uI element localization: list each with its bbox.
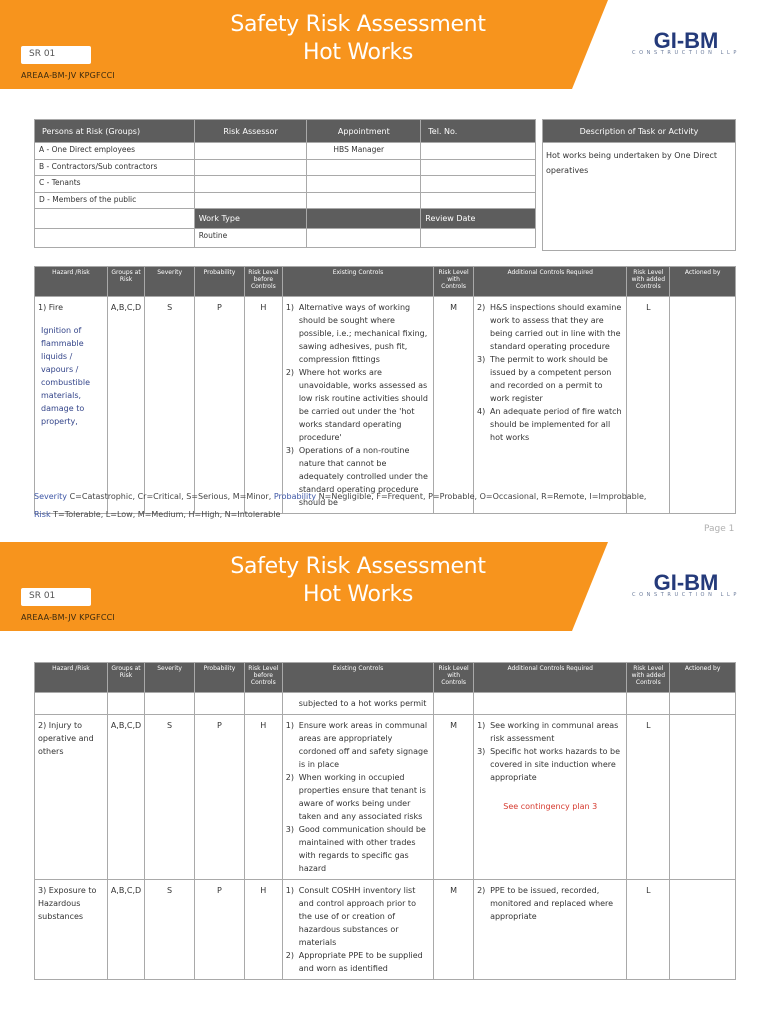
page-number: Page 1 (704, 524, 735, 534)
continued-text: subjected to a hot works permit (298, 699, 427, 708)
title-line-1: Safety Risk Assessment (230, 12, 486, 37)
item-number: 1) (285, 721, 294, 730)
group-cell: C - Tenants (35, 176, 195, 193)
item-text: Good communication should be maintained with other trades with regards to specific gas hazard (298, 825, 426, 873)
logo-subtitle: CONSTRUCTION LLP (632, 50, 741, 56)
list-item (286, 771, 430, 823)
item-text: Consult COSHH inventory list and control approach prior to the use of or creation of hazardous substances or materials (298, 886, 416, 947)
logo-mark-icon (632, 570, 740, 594)
tel-cell (421, 176, 536, 193)
hazard-cell (35, 693, 108, 715)
list-item (477, 301, 623, 353)
col-level-added: Risk Level with added Controls (627, 663, 670, 693)
list-item (286, 884, 430, 949)
work-type-value-row (35, 229, 536, 248)
col-hazard: Hazard /Risk (35, 663, 108, 693)
persons-at-risk-table (34, 119, 536, 248)
company-logo (632, 28, 740, 52)
work-type-header-row (35, 209, 536, 229)
existing-controls-cell (282, 715, 433, 880)
assessor-header: Risk Assessor (194, 120, 307, 143)
level-with-cell (434, 693, 474, 715)
groups-cell (107, 693, 144, 715)
sr-code-box: SR 01 (21, 46, 91, 64)
legend-line-1 (34, 492, 646, 501)
legend-probability-text: N=Negligible, F=Frequent, P=Probable, O=Occasional, R=Remote, I=Improbable, (316, 492, 647, 501)
col-actioned: Actioned by (670, 267, 736, 297)
item-text: When working in occupied properties ensure that tenant is aware of works being under taken and any associated risks (298, 773, 426, 821)
risk-header-row (35, 663, 736, 693)
tel-cell (421, 192, 536, 209)
existing-controls-list (286, 301, 430, 509)
blank-header-cell (307, 209, 421, 229)
additional-controls-cell (474, 693, 627, 715)
item-text: Ensure work areas in communal areas are appropriately cordoned off and safety signage is in place (298, 721, 428, 769)
list-item (477, 353, 623, 405)
col-existing: Existing Controls (282, 663, 433, 693)
existing-controls-cell (282, 880, 433, 980)
risk-table-page-1 (34, 266, 736, 514)
item-number: 3) (477, 747, 486, 756)
risk-header-row (35, 267, 736, 297)
item-text: H&S inspections should examine work to assess that they are being carried out in line with the standard operating procedure (490, 303, 622, 351)
assessor-cell (194, 176, 307, 193)
appointment-cell (307, 176, 421, 193)
additional-controls-list (477, 719, 623, 784)
col-groups: Groups at Risk (107, 663, 144, 693)
item-number: 1) (285, 886, 294, 895)
group-cell: B - Contractors/Sub contractors (35, 159, 195, 176)
level-before-cell: H (244, 715, 282, 880)
legend-probability-key: Probability (273, 492, 317, 501)
additional-controls-cell (474, 715, 627, 880)
probability-cell: P (194, 715, 244, 880)
col-actioned: Actioned by (670, 663, 736, 693)
list-item (477, 884, 623, 923)
item-text: Operations of a non-routine nature that cannot be adequately controlled under the standard operating procedure should be (298, 446, 428, 507)
col-groups: Groups at Risk (107, 267, 144, 297)
existing-controls-list (286, 884, 430, 975)
groups-cell: A,B,C,D (107, 715, 144, 880)
review-date-label: Review Date (421, 209, 536, 229)
legend-risk-key: Risk (34, 510, 51, 519)
item-number: 3) (477, 355, 486, 364)
item-text: PPE to be issued, recorded, monitored and replaced where appropriate (490, 886, 614, 921)
appointment-header: Appointment (307, 120, 421, 143)
persons-header: Persons at Risk (Groups) (35, 120, 195, 143)
col-level-before: Risk Level before Controls (244, 267, 282, 297)
list-item (477, 719, 623, 745)
list-item (286, 949, 430, 975)
col-severity: Severity (145, 663, 195, 693)
project-code: AREAA-BM-JV KPGFCCI (21, 613, 115, 622)
list-item (286, 301, 430, 366)
level-added-cell (627, 693, 670, 715)
col-level-with: Risk Level with Controls (434, 663, 474, 693)
assessor-cell (194, 192, 307, 209)
col-additional: Additional Controls Required (474, 267, 627, 297)
probability-cell: P (194, 880, 244, 980)
title-line-1: Safety Risk Assessment (230, 554, 486, 579)
level-added-cell: L (627, 880, 670, 980)
group-cell: A - One Direct employees (35, 143, 195, 160)
tel-cell (421, 159, 536, 176)
severity-cell (145, 693, 195, 715)
list-item (286, 719, 430, 771)
review-date-value (421, 229, 536, 248)
additional-controls-cell (474, 880, 627, 980)
work-type-value: Routine (194, 229, 307, 248)
level-before-cell (244, 693, 282, 715)
level-before-cell: H (244, 880, 282, 980)
actioned-cell (670, 693, 736, 715)
page-2 (0, 542, 768, 1024)
level-with-cell: M (434, 715, 474, 880)
group-cell: D - Members of the public (35, 192, 195, 209)
sr-code-box: SR 01 (21, 588, 91, 606)
appointment-cell: HBS Manager (307, 143, 421, 160)
assessor-cell (194, 143, 307, 160)
item-number: 2) (285, 951, 294, 960)
col-probability: Probability (195, 267, 245, 297)
header-band (0, 0, 768, 89)
actioned-cell (670, 880, 736, 980)
level-before-cell: H (244, 297, 282, 514)
item-text: See working in communal areas risk assessment (490, 721, 619, 743)
item-number: 4) (477, 407, 486, 416)
groups-cell: A,B,C,D (107, 297, 144, 514)
item-number: 1) (477, 721, 486, 730)
risk-table-page-2 (34, 662, 736, 980)
additional-controls-cell (474, 297, 627, 514)
task-description-table (542, 119, 736, 251)
svg-text:GI-BM: GI-BM (653, 28, 719, 52)
hazard-title: 1) Fire (38, 303, 64, 312)
groups-cell: A,B,C,D (107, 880, 144, 980)
hazard-title: 2) Injury to operative and others (38, 721, 94, 756)
item-text: An adequate period of fire watch should be implemented for all hot works (490, 407, 622, 442)
table-row (35, 192, 536, 209)
existing-controls-cell (282, 297, 433, 514)
item-text: Specific hot works hazards to be covered in site induction where appropriate (490, 747, 621, 782)
task-header: Description of Task or Activity (543, 120, 736, 143)
item-number: 3) (285, 825, 294, 834)
severity-cell: S (145, 880, 195, 980)
table-row (35, 297, 736, 514)
level-with-cell: M (434, 880, 474, 980)
hazard-cell (35, 715, 108, 880)
actioned-cell (670, 297, 736, 514)
item-number: 2) (285, 368, 295, 377)
probability-cell (194, 693, 244, 715)
item-number: 1) (285, 303, 295, 312)
contingency-note: See contingency plan 3 (503, 802, 598, 811)
legend-line-2 (34, 510, 280, 519)
item-number: 3) (285, 446, 295, 455)
level-added-cell: L (627, 297, 670, 514)
col-level-added: Risk Level with added Controls (627, 267, 670, 297)
table-row (35, 143, 536, 160)
item-number: 2) (477, 303, 486, 312)
list-item (286, 823, 430, 875)
hazard-description: Ignition of flammable liquids / vapours / combustible materials, damage to property, (41, 326, 90, 426)
col-level-with: Risk Level with Controls (434, 267, 474, 297)
tel-header: Tel. No. (421, 120, 536, 143)
table-row (35, 880, 736, 980)
svg-text:GI-BM: GI-BM (653, 570, 719, 594)
col-probability: Probability (194, 663, 244, 693)
blank-cell (35, 229, 195, 248)
col-severity: Severity (145, 267, 195, 297)
col-existing: Existing Controls (282, 267, 433, 297)
existing-controls-list (286, 719, 430, 875)
logo-mark-icon (632, 28, 740, 52)
company-logo (632, 570, 740, 594)
col-additional: Additional Controls Required (474, 663, 627, 693)
table-row (35, 693, 736, 715)
additional-controls-list (477, 301, 623, 444)
header-band (0, 542, 768, 631)
document-title (150, 553, 566, 609)
level-with-cell: M (434, 297, 474, 514)
existing-controls-cell (282, 693, 433, 715)
project-code: AREAA-BM-JV KPGFCCI (21, 71, 115, 80)
col-level-before: Risk Level before Controls (244, 663, 282, 693)
severity-cell: S (145, 297, 195, 514)
item-number: 2) (477, 886, 486, 895)
item-text: The permit to work should be issued by a competent person and recorded on a permit to work register (490, 355, 612, 403)
legend-severity-key: Severity (34, 492, 68, 501)
col-hazard: Hazard /Risk (35, 267, 108, 297)
title-line-2: Hot Works (302, 40, 414, 65)
hazard-cell (35, 297, 108, 514)
probability-cell: P (195, 297, 245, 514)
table-row (35, 176, 536, 193)
item-text: Alternative ways of working should be sought where possible, i.e.; mechanical fixing, sawing adhesives, push fit, compression fittings (298, 303, 428, 364)
tel-cell (421, 143, 536, 160)
assessor-cell (194, 159, 307, 176)
appointment-cell (307, 159, 421, 176)
appointment-cell (307, 192, 421, 209)
task-text: Hot works being undertaken by One Direct operatives (543, 143, 736, 251)
item-number: 2) (285, 773, 294, 782)
work-type-label: Work Type (194, 209, 307, 229)
document-title (150, 11, 566, 67)
legend-severity-text: C=Catastrophic, Cr=Critical, S=Serious, M=Minor, (67, 492, 274, 501)
table-row (35, 715, 736, 880)
title-line-2: Hot Works (302, 582, 414, 607)
severity-cell: S (145, 715, 195, 880)
blank-cell (307, 229, 421, 248)
list-item (477, 405, 623, 444)
logo-subtitle: CONSTRUCTION LLP (632, 592, 741, 598)
item-text: Where hot works are unavoidable, works assessed as low risk routine activities should be carried out under the 'hot works standard operating procedure' (298, 368, 428, 442)
additional-controls-list (477, 884, 623, 923)
level-added-cell: L (627, 715, 670, 880)
list-item (477, 745, 623, 784)
hazard-title: 3) Exposure to Hazardous substances (38, 886, 97, 921)
blank-cell (35, 209, 195, 229)
actioned-cell (670, 715, 736, 880)
item-text: Appropriate PPE to be supplied and worn as identified (298, 951, 423, 973)
table-row (35, 159, 536, 176)
legend-risk-text: T=Tolerable, L=Low, M=Medium, H=High, N=Intolerable (50, 510, 281, 519)
list-item (286, 366, 430, 444)
hazard-cell (35, 880, 108, 980)
